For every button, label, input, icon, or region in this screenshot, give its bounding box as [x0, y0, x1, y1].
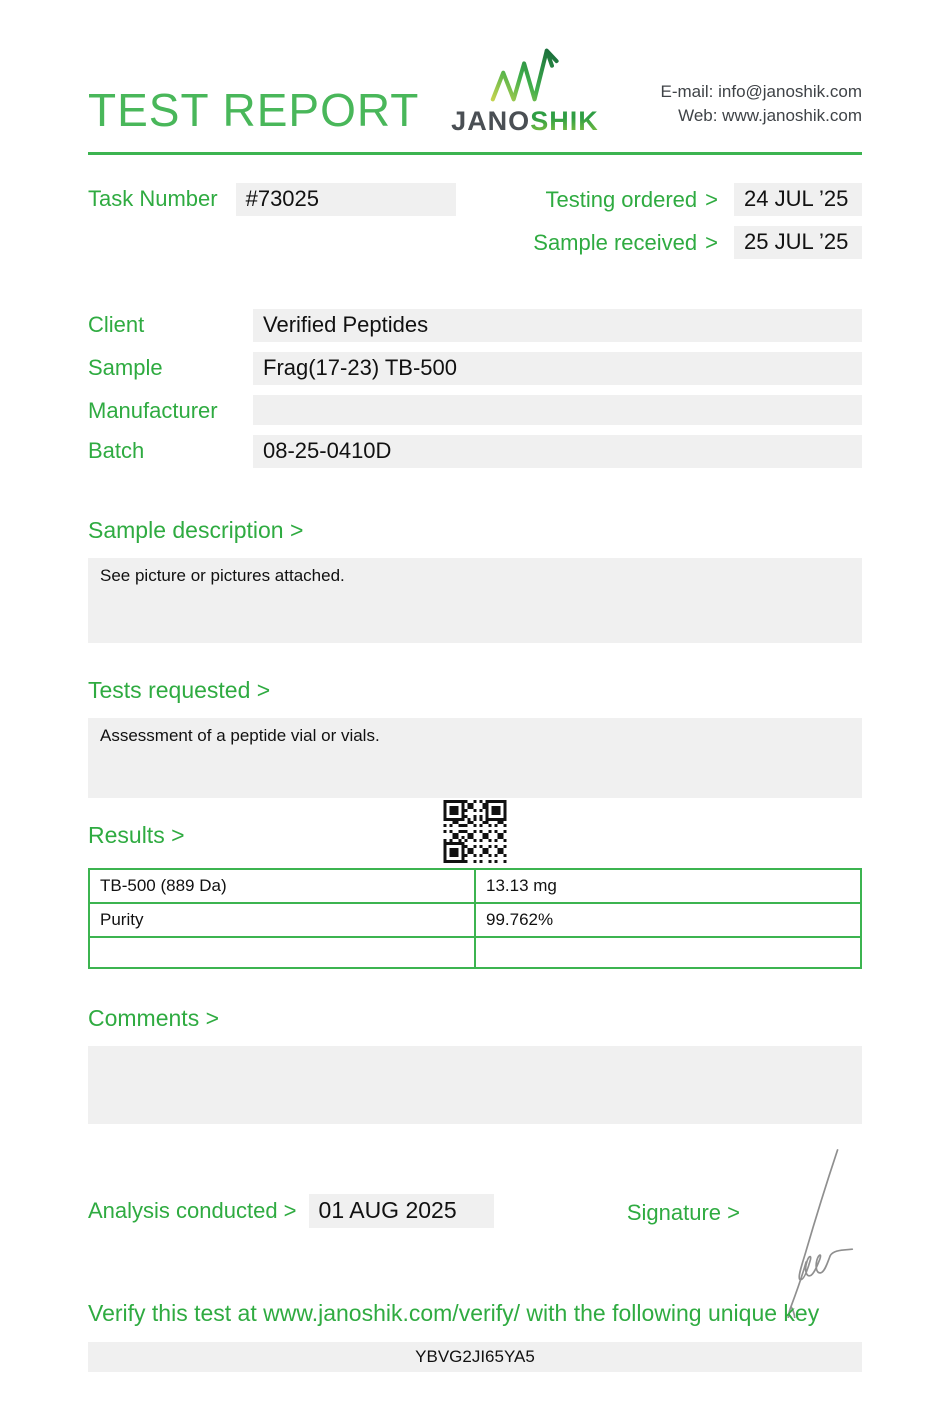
manufacturer-label: Manufacturer [88, 398, 218, 423]
logo-jano: JANO [451, 106, 531, 136]
task-number-row [88, 183, 456, 259]
signature-handwriting [762, 1146, 862, 1318]
table-row [89, 903, 861, 937]
result-value-cell [475, 937, 861, 968]
testing-ordered-label: Testing ordered [545, 186, 698, 212]
task-and-dates [88, 183, 862, 259]
verify-key: YBVG2JI65YA5 [88, 1342, 862, 1372]
date-rows [533, 183, 862, 259]
analysis-conducted-value: 01 AUG 2025 [309, 1194, 494, 1228]
results-table [88, 868, 862, 969]
task-number-label: Task Number [88, 186, 218, 211]
header-divider [88, 152, 862, 155]
analysis-conducted-row [88, 1194, 494, 1228]
sample-row [88, 352, 862, 385]
tests-requested-box: Assessment of a peptide vial or vials. [88, 718, 862, 798]
batch-label: Batch [88, 438, 145, 463]
client-label: Client [88, 312, 145, 337]
logo-wordmark [451, 108, 599, 135]
result-name-cell [89, 937, 475, 968]
header [88, 0, 862, 135]
analysis-conducted-label: Analysis conducted > [88, 1198, 297, 1223]
contact-web: Web: www.janoshik.com [678, 106, 862, 126]
batch-value: 08-25-0410D [253, 435, 862, 468]
qr-code [444, 800, 507, 863]
comments-heading: Comments > [88, 1005, 220, 1031]
testing-ordered-arrow: > [705, 186, 718, 212]
manufacturer-value [253, 395, 862, 425]
batch-row [88, 435, 862, 468]
client-value: Verified Peptides [253, 309, 862, 342]
results-heading: Results > [88, 822, 185, 848]
contact-email: E-mail: info@janoshik.com [660, 81, 862, 101]
comments-box [88, 1046, 862, 1124]
contact-info [661, 80, 863, 135]
result-name-cell: Purity [89, 903, 475, 937]
testing-ordered-value: 24 JUL ’25 [734, 183, 862, 216]
sample-info [88, 309, 862, 468]
janoshik-logo [451, 46, 599, 135]
table-row [89, 869, 861, 903]
testing-ordered-row [533, 183, 862, 216]
rising-peaks-chart-icon [487, 46, 562, 104]
page-title: TEST REPORT [88, 84, 420, 136]
result-value-cell: 13.13 mg [475, 869, 861, 903]
signature-label: Signature > [626, 1200, 740, 1225]
sample-received-row [533, 226, 862, 259]
manufacturer-row [88, 395, 862, 425]
result-name-cell: TB-500 (889 Da) [89, 869, 475, 903]
analysis-signature-row [88, 1194, 862, 1234]
sample-label: Sample [88, 355, 163, 380]
table-row [89, 937, 861, 968]
client-row [88, 309, 862, 342]
sample-received-arrow: > [705, 229, 718, 255]
sample-description-box: See picture or pictures attached. [88, 558, 862, 643]
logo-shik: SHIK [530, 106, 599, 136]
sample-value: Frag(17-23) TB-500 [253, 352, 862, 385]
sample-description-heading: Sample description > [88, 517, 304, 543]
tests-requested-heading: Tests requested > [88, 677, 271, 703]
sample-received-value: 25 JUL ’25 [734, 226, 862, 259]
task-number-value: #73025 [236, 183, 456, 216]
result-value-cell: 99.762% [475, 903, 861, 937]
results-header-row [88, 798, 862, 868]
sample-received-label: Sample received [533, 229, 698, 255]
verify-instruction: Verify this test at www.janoshik.com/verify/ with the following unique key [88, 1300, 820, 1326]
